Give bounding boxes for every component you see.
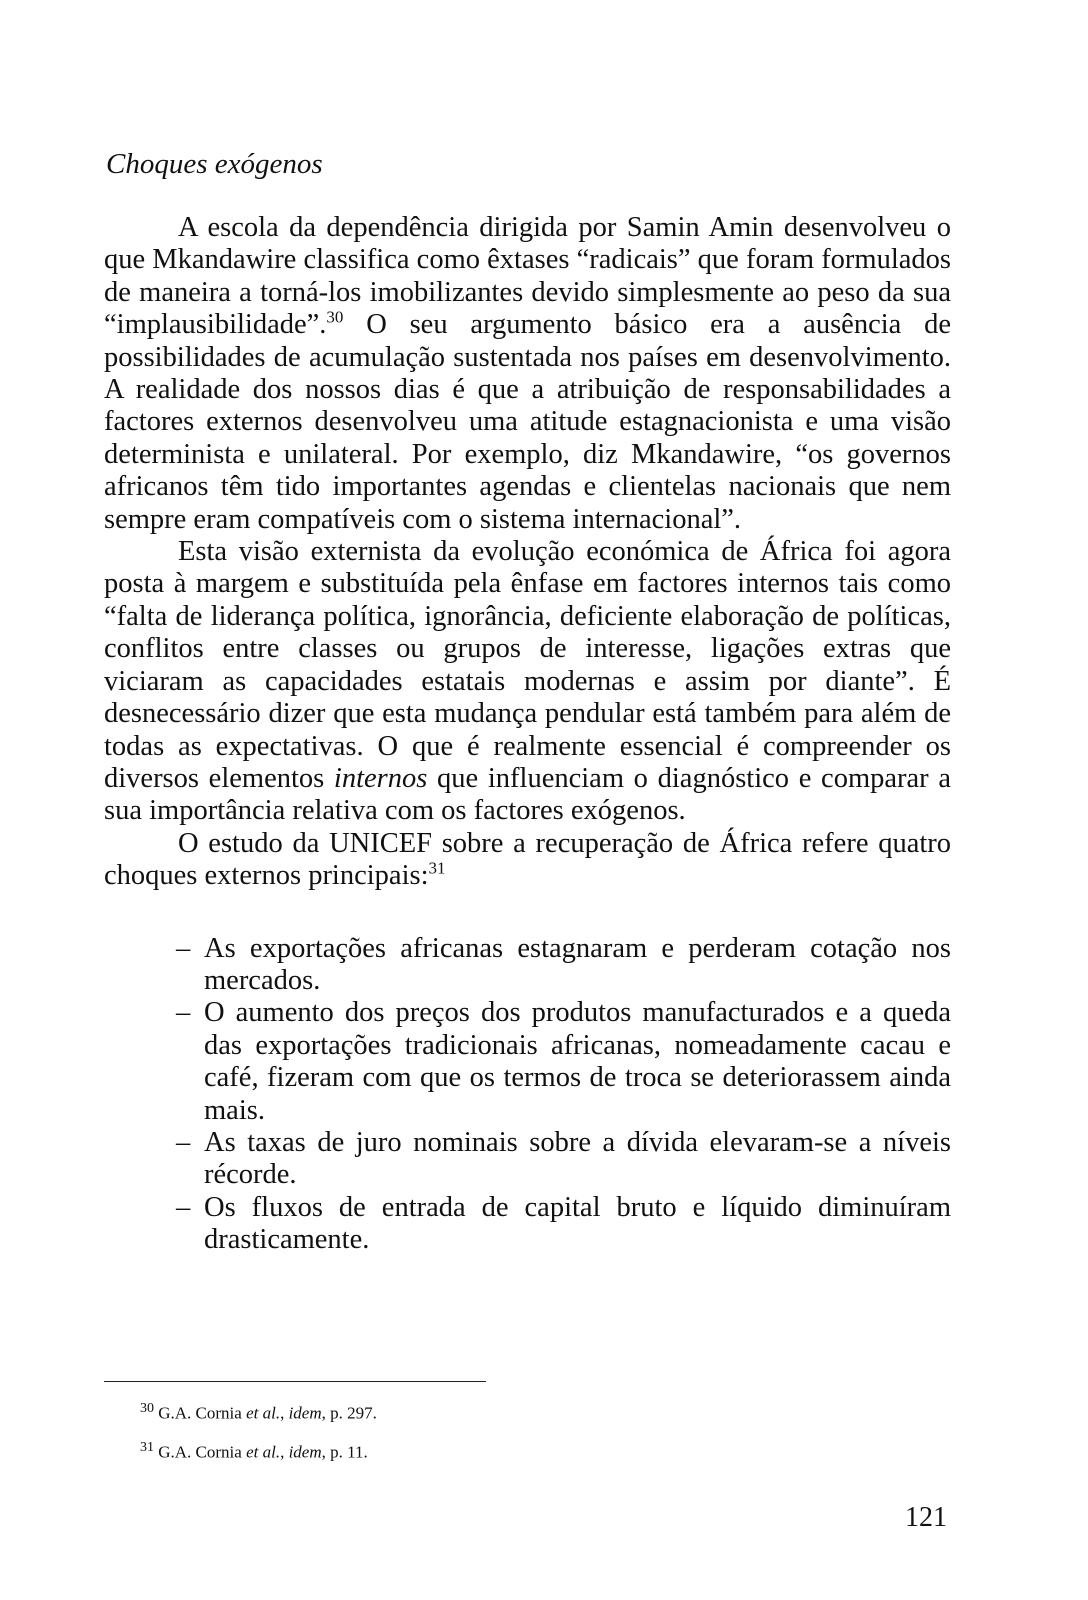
paragraph-2-text-b: que influenciam o diagnóstico e comparar a sua importância relativa com os factores exógenos. <box>104 762 951 827</box>
footnote-sep: , <box>280 1442 289 1462</box>
dash-marker: – <box>176 1191 191 1223</box>
list-item-text: O aumento dos preços dos produtos manufacturados e a queda das exportações tradicionais africanas, nomeadamente cacau e café, fizeram com que os termos de troca se deteriorassem ainda mais. <box>204 997 951 1126</box>
paragraph-2-text-a: Esta visão externista da evolução económica de África foi agora posta à margem e substituída pela ênfase em factores internos tais como “falta de liderança política, ignorância, deficiente elaboração de políticas, conflitos entre classes ou grupos de interesse, ligações extras que viciaram as capacidades estatais modernas e assim por diante”. É desnecessário dizer que esta mudança pendular está também para além de todas as expectativas. O que é realmente essencial é compreender os diversos elementos <box>104 536 951 794</box>
paragraph-2 <box>104 536 951 828</box>
section-heading: Choques exógenos <box>106 148 323 180</box>
footnote-idem: idem <box>288 1442 322 1462</box>
footnote-ref-31: 31 <box>428 858 446 878</box>
list-item-text: As exportações africanas estagnaram e perderam cotação nos mercados. <box>204 932 951 996</box>
list-item <box>176 1127 951 1192</box>
footnote-author: G.A. Cornia <box>158 1403 247 1423</box>
paragraph-1 <box>104 212 951 536</box>
footnote-sep: , <box>280 1403 289 1423</box>
list-item-text: Os fluxos de entrada de capital bruto e líquido diminuíram drasticamente. <box>204 1191 951 1256</box>
list-item <box>176 933 951 998</box>
footnote-30 <box>140 1392 377 1431</box>
dash-marker: – <box>176 1126 191 1158</box>
list-item <box>176 1192 951 1257</box>
dash-marker: – <box>176 997 191 1029</box>
footnote-page: , p. 297. <box>321 1403 377 1423</box>
paragraph-3 <box>104 828 951 893</box>
footnote-author: G.A. Cornia <box>158 1442 247 1462</box>
footnote-31 <box>140 1431 377 1470</box>
footnote-number: 31 <box>140 1439 154 1455</box>
emphasis-internos: internos <box>333 762 428 794</box>
dash-marker: – <box>176 932 191 964</box>
footnotes <box>140 1392 377 1469</box>
footnote-idem: idem <box>288 1403 322 1423</box>
paragraph-1-text-b: O seu argumento básico era a ausência de possibilidades de acumulação sustentada nos países em desenvolvimento. A realidade dos nossos dias é que a atribuição de responsabilidades a factores externos desenvolveu uma atitude estagnacionista e uma visão determinista e unilateral. Por exemplo, diz Mkandawire, “os governos africanos têm tido importantes agendas e clientelas nacionais que nem sempre eram compatíveis com o sistema internacional”. <box>104 309 951 535</box>
paragraph-1-text-a: A escola da dependência dirigida por Samin Amin desenvolveu o que Mkandawire classifica como êxtases “radicais” que foram formulados de maneira a torná-los imobilizantes devido simplesmente ao peso da sua “implausibilidade”. <box>104 212 951 341</box>
paragraph-3-text: O estudo da UNICEF sobre a recuperação de África refere quatro choques externos principais: <box>104 827 951 892</box>
list-item <box>176 997 951 1127</box>
footnote-number: 30 <box>140 1401 154 1416</box>
footnote-page: , p. 11. <box>321 1442 368 1462</box>
list-item-text: As taxas de juro nominais sobre a dívida elevaram-se a níveis récorde. <box>204 1126 951 1191</box>
footnote-ref-30: 30 <box>326 307 344 327</box>
footnote-divider <box>104 1381 486 1382</box>
body-text <box>104 212 951 1257</box>
footnote-etal: et al. <box>246 1403 281 1423</box>
footnote-etal: et al. <box>246 1442 281 1462</box>
page-number: 121 <box>905 1502 947 1533</box>
shock-list <box>104 933 951 1257</box>
